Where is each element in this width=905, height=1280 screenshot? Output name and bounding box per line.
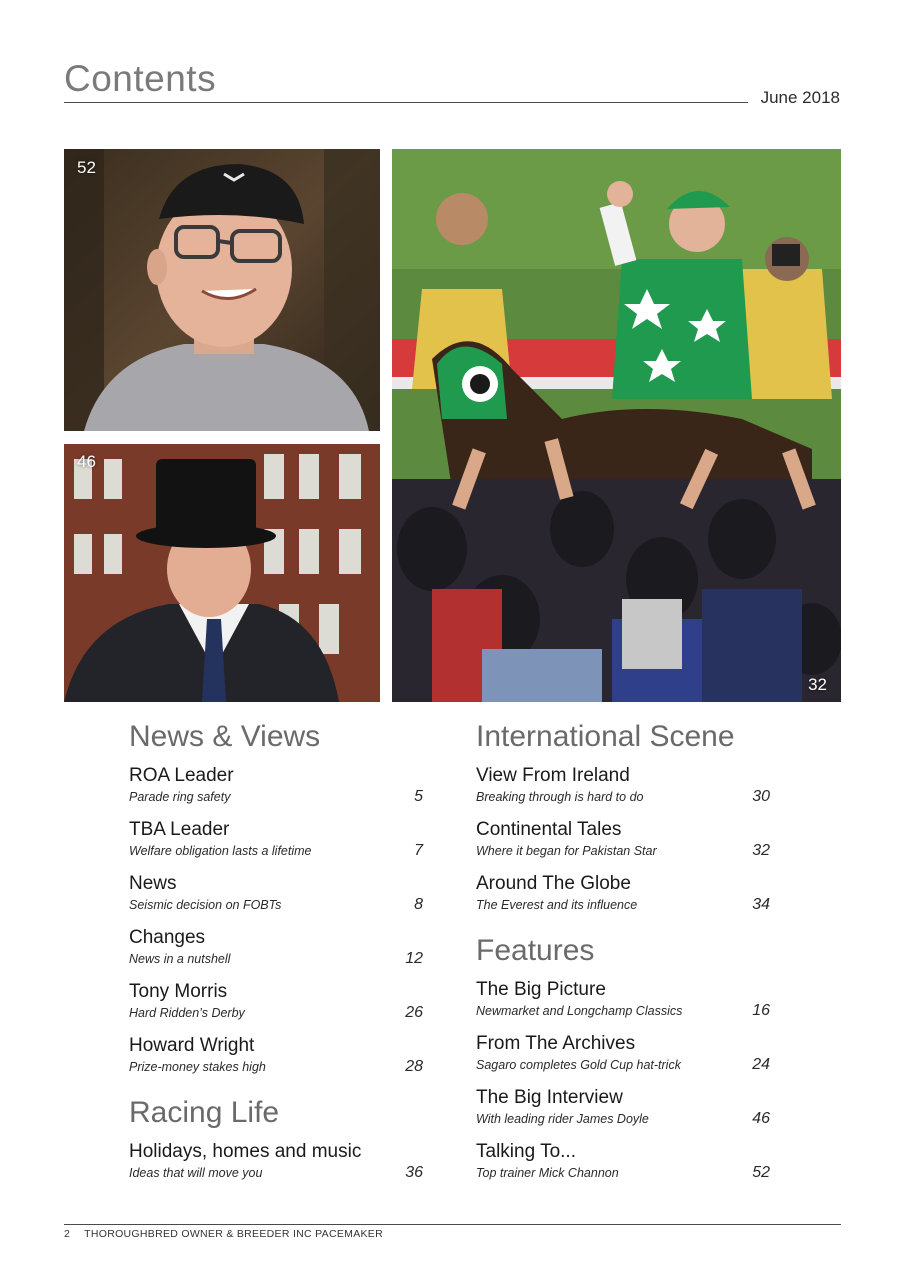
footer-page-number: 2 (64, 1228, 71, 1240)
entry-page-number: 7 (414, 842, 423, 859)
portrait-man-top-hat-image (64, 444, 380, 702)
contents-entry[interactable] (476, 977, 770, 1024)
contents-entry[interactable] (476, 1031, 770, 1078)
footer (64, 1228, 397, 1240)
entry-subtitle: Breaking through is hard to do (476, 790, 644, 804)
contents-right-column (476, 718, 770, 1186)
entry-page-number: 24 (752, 1056, 770, 1073)
entry-title: Continental Tales (476, 819, 622, 840)
contents-entry[interactable] (476, 1085, 770, 1132)
contents-entry[interactable] (476, 871, 770, 918)
contents-entry[interactable] (129, 1139, 423, 1186)
entry-page-number: 36 (405, 1164, 423, 1181)
entry-title: Changes (129, 927, 206, 948)
contents-entry[interactable] (476, 817, 770, 864)
portrait-man-cap-image (64, 149, 380, 431)
entry-title: View From Ireland (476, 765, 630, 786)
section-title-racing-life: Racing Life (129, 1096, 280, 1129)
contents-entry[interactable] (129, 817, 423, 864)
entry-subtitle: Where it began for Pakistan Star (476, 844, 657, 858)
header-divider (64, 102, 748, 103)
entry-title: News (129, 873, 177, 894)
entry-subtitle: Hard Ridden’s Derby (129, 1006, 245, 1020)
contents-entry[interactable] (129, 925, 423, 972)
entry-page-number: 52 (752, 1164, 770, 1181)
entry-page-number: 28 (405, 1058, 423, 1075)
contents-entry[interactable] (129, 763, 423, 810)
footer-publication: THOROUGHBRED OWNER & BREEDER INC PACEMAKER (84, 1228, 383, 1240)
section-title-international-scene: International Scene (476, 720, 735, 753)
entry-title: Holidays, homes and music (129, 1141, 362, 1162)
entry-subtitle: Parade ring safety (129, 790, 231, 804)
entry-title: Howard Wright (129, 1035, 255, 1056)
contents-entry[interactable] (129, 1033, 423, 1080)
contents-entry[interactable] (129, 979, 423, 1026)
entry-page-number: 30 (752, 788, 770, 805)
entry-subtitle: News in a nutshell (129, 952, 231, 966)
entry-page-number: 32 (752, 842, 770, 859)
section-title-features: Features (476, 934, 595, 967)
jockey-celebration-image (392, 149, 841, 702)
entry-title: The Big Picture (476, 979, 606, 1000)
photo-portrait-top-hat[interactable] (64, 444, 380, 702)
entry-title: Talking To... (476, 1141, 576, 1162)
photo-page-number: 52 (77, 158, 96, 177)
contents-entry[interactable] (476, 763, 770, 810)
footer-divider (64, 1224, 841, 1225)
entry-page-number: 12 (405, 950, 423, 967)
photo-page-number: 32 (808, 675, 827, 694)
entry-subtitle: Ideas that will move you (129, 1166, 263, 1180)
entry-subtitle: Sagaro completes Gold Cup hat-trick (476, 1058, 681, 1072)
entry-subtitle: Prize-money stakes high (129, 1060, 266, 1074)
entry-title: Tony Morris (129, 981, 228, 1002)
entry-subtitle: Seismic decision on FOBTs (129, 898, 282, 912)
contents-entry[interactable] (476, 1139, 770, 1186)
entry-page-number: 26 (405, 1004, 423, 1021)
contents-left-column (129, 718, 423, 1186)
section-title-news-views: News & Views (129, 720, 321, 753)
entry-title: The Big Interview (476, 1087, 623, 1108)
photo-portrait-cap[interactable] (64, 149, 380, 431)
entry-page-number: 16 (752, 1002, 770, 1019)
entry-title: ROA Leader (129, 765, 234, 786)
entry-subtitle: With leading rider James Doyle (476, 1112, 649, 1126)
entry-subtitle: Welfare obligation lasts a lifetime (129, 844, 312, 858)
contents-entry[interactable] (129, 871, 423, 918)
issue-date: June 2018 (760, 88, 840, 107)
entry-page-number: 5 (414, 788, 423, 805)
photo-page-number: 46 (77, 452, 96, 471)
entry-title: Around The Globe (476, 873, 631, 894)
entry-subtitle: The Everest and its influence (476, 898, 638, 912)
entry-page-number: 46 (752, 1110, 770, 1127)
photo-jockey-celebration[interactable] (392, 149, 841, 702)
entry-page-number: 34 (752, 896, 770, 913)
page-title: Contents (64, 58, 217, 99)
entry-subtitle: Newmarket and Longchamp Classics (476, 1004, 683, 1018)
entry-subtitle: Top trainer Mick Channon (476, 1166, 619, 1180)
entry-page-number: 8 (414, 896, 423, 913)
entry-title: From The Archives (476, 1033, 636, 1054)
entry-title: TBA Leader (129, 819, 230, 840)
